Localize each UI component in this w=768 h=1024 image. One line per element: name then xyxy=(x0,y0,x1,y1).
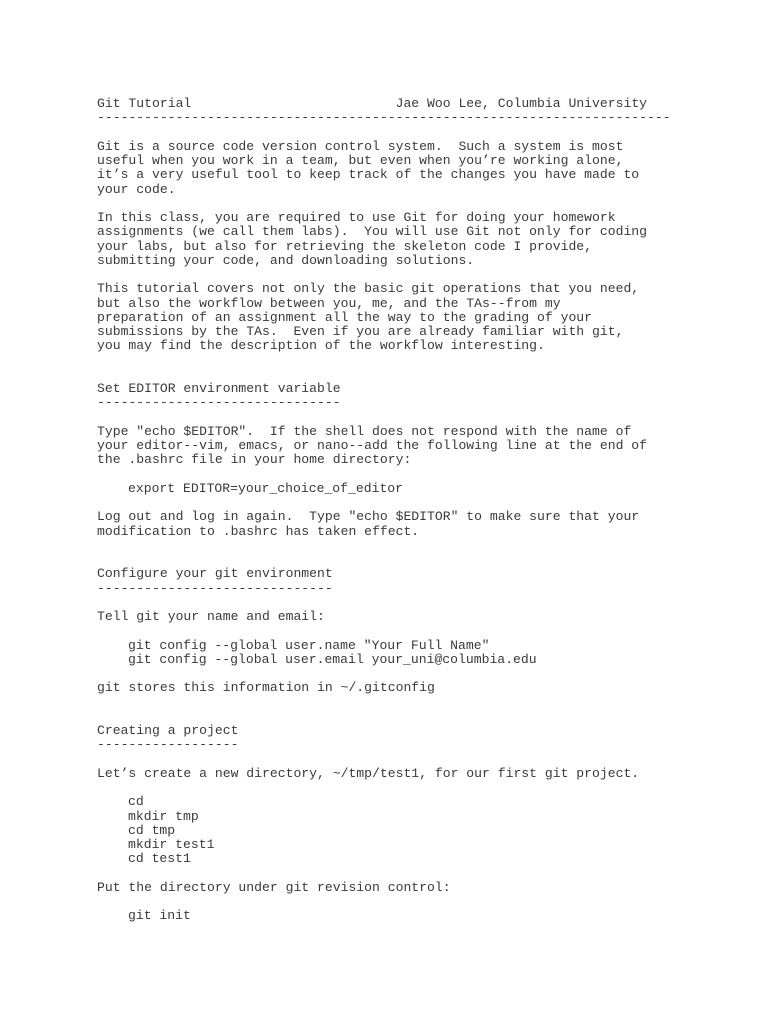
text-line: useful when you work in a team, but even when you’re working alone, xyxy=(97,153,624,168)
text-line: it’s a very useful tool to keep track of the changes you have made to xyxy=(97,167,640,183)
code-line: mkdir test1 xyxy=(128,837,215,852)
text-line: you may find the description of the workflow interesting. xyxy=(97,338,545,354)
text-line: submitting your code, and downloading solutions. xyxy=(97,252,475,268)
document-page xyxy=(97,97,697,924)
text-line: your code. xyxy=(97,181,176,197)
header-rule: ------------------------------------------------------------------------- xyxy=(97,110,671,126)
section-heading-project: Creating a project xyxy=(97,723,239,738)
section-heading-config: Configure your git environment xyxy=(97,566,333,582)
text-line: Type "echo $EDITOR". If the shell does not respond with the name of xyxy=(97,423,632,439)
intro-paragraph-1 xyxy=(97,140,697,197)
code-line: git init xyxy=(128,908,191,924)
text-line: Git is a source code version control system. Such a system is most xyxy=(97,138,624,154)
text-line: your labs, but also for retrieving the skeleton code I provide, xyxy=(97,238,593,254)
intro-paragraph-3 xyxy=(97,282,697,353)
code-line: mkdir tmp xyxy=(128,808,199,824)
text-line: This tutorial covers not only the basic git operations that you need, xyxy=(97,281,640,297)
text-line: the .bashrc file in your home directory: xyxy=(97,452,412,468)
document-header xyxy=(97,97,697,111)
code-line: export EDITOR=your_choice_of_editor xyxy=(128,480,404,496)
text-line: your editor--vim, emacs, or nano--add the following line at the end of xyxy=(97,438,648,453)
code-line: cd tmp xyxy=(128,822,176,838)
text-line: modification to .bashrc has taken effect. xyxy=(97,523,420,539)
section-heading-editor: Set EDITOR environment variable xyxy=(97,381,341,396)
project-paragraph-1: Let’s create a new directory, ~/tmp/test1, for our first git project. xyxy=(97,765,640,781)
text-line: assignments (we call them labs). You will use Git not only for coding xyxy=(97,224,648,240)
text-line: preparation of an assignment all the way to the grading of your xyxy=(97,309,593,325)
section-rule: ------------------------------- xyxy=(97,395,341,411)
text-line: In this class, you are required to use Git for doing your homework xyxy=(97,210,616,225)
text-line: submissions by the TAs. Even if you are already familiar with git, xyxy=(97,324,624,339)
intro-paragraph-2 xyxy=(97,211,697,268)
code-line: cd test1 xyxy=(128,851,191,867)
text-line: but also the workflow between you, me, and the TAs--from my xyxy=(97,295,561,311)
code-line: git config --global user.name "Your Full Name" xyxy=(128,637,490,653)
code-line: cd xyxy=(128,794,144,810)
project-paragraph-2: Put the directory under git revision control: xyxy=(97,879,451,895)
document-title: Git Tutorial xyxy=(97,96,192,111)
config-paragraph-2: git stores this information in ~/.gitconfig xyxy=(97,680,435,696)
code-line: git config --global user.email your_uni@columbia.edu xyxy=(128,651,537,667)
config-paragraph-1: Tell git your name and email: xyxy=(97,609,325,624)
editor-paragraph-2 xyxy=(97,510,697,539)
editor-paragraph-1 xyxy=(97,425,697,468)
text-line: Log out and log in again. Type "echo $EDITOR" to make sure that your xyxy=(97,509,640,525)
section-rule: ------------------------------ xyxy=(97,580,333,596)
section-rule: ------------------ xyxy=(97,737,239,753)
document-author: Jae Woo Lee, Columbia University xyxy=(395,96,648,111)
